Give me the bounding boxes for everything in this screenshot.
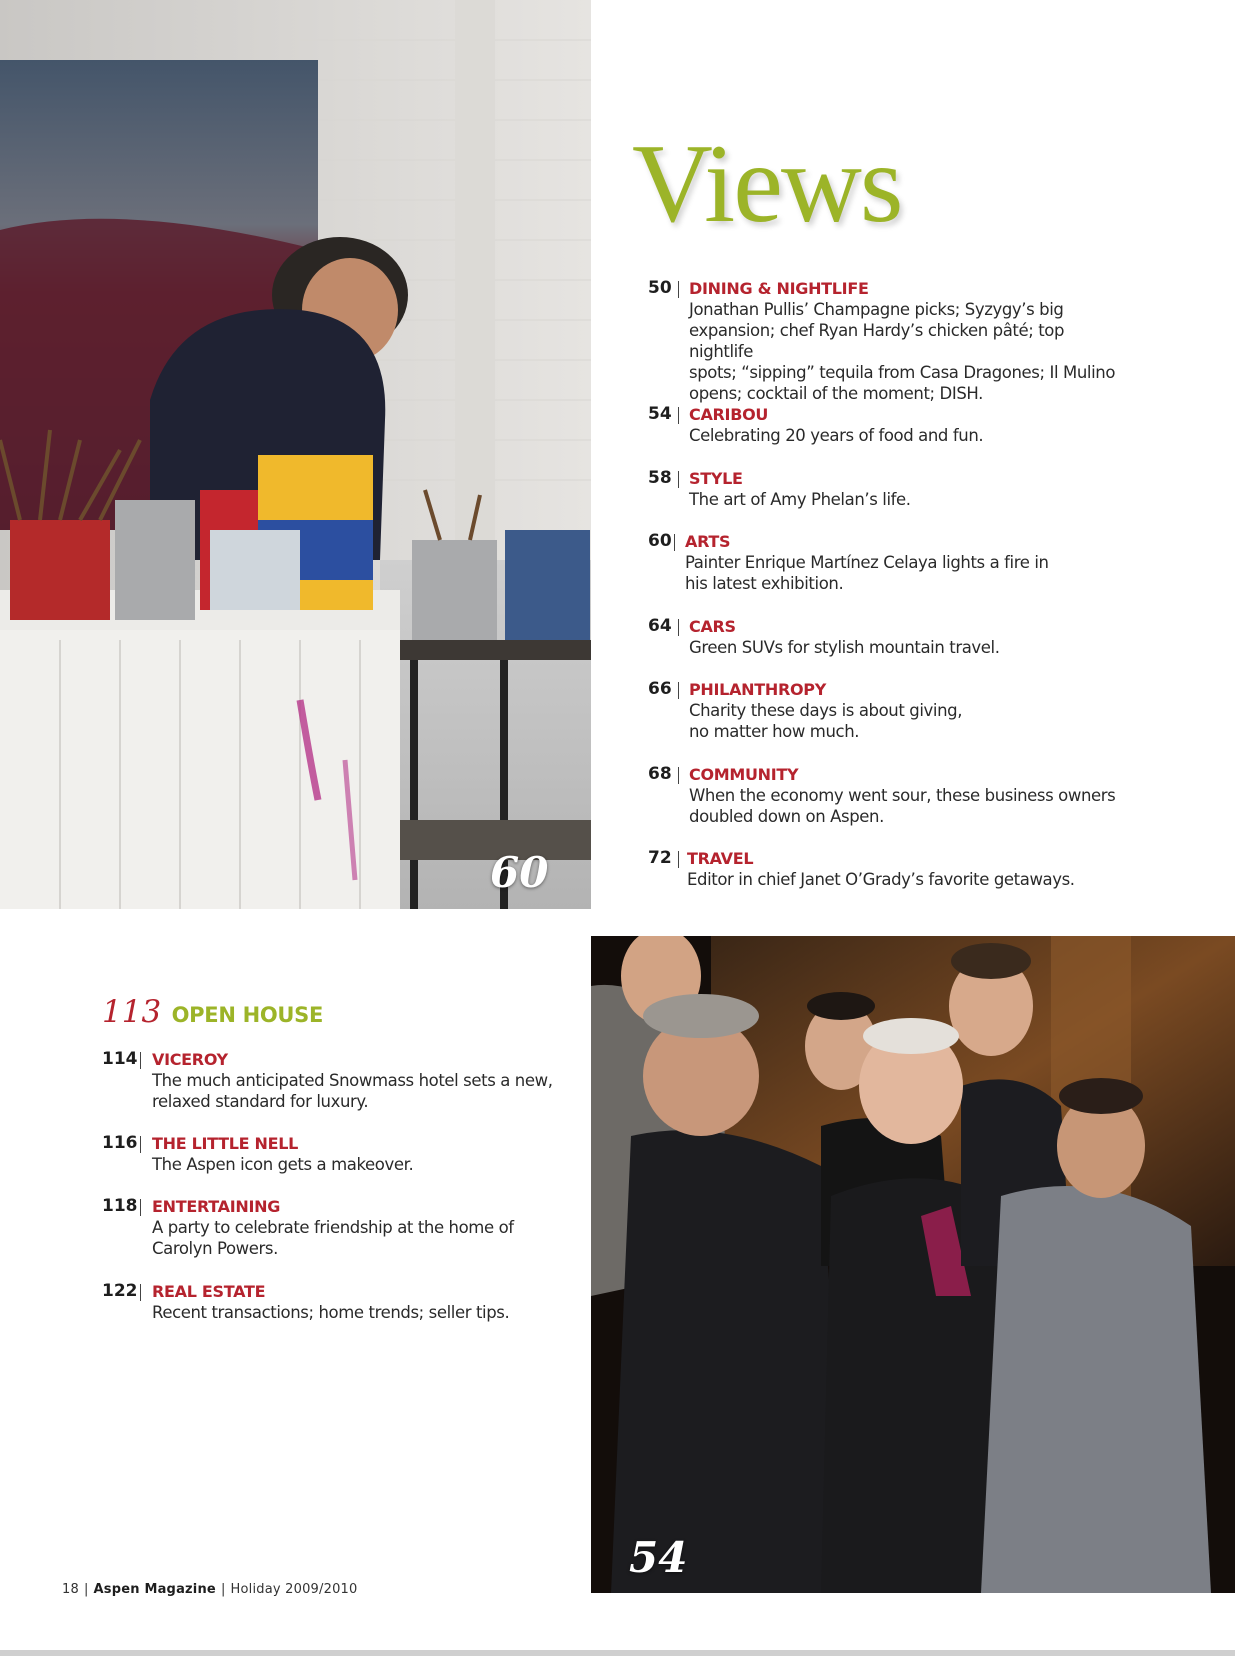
open-house-title: OPEN HOUSE bbox=[171, 1003, 324, 1027]
open-house-contents-list bbox=[102, 1049, 572, 1329]
toc-page-number: 118 bbox=[102, 1196, 138, 1216]
toc-page-number: 122 bbox=[102, 1281, 138, 1301]
toc-entry-body bbox=[689, 764, 1119, 827]
toc-page-number: 60 bbox=[648, 531, 672, 551]
toc-divider bbox=[678, 619, 679, 636]
toc-entry-body bbox=[152, 1133, 572, 1175]
toc-category: VICEROY bbox=[152, 1050, 228, 1069]
toc-page-number: 50 bbox=[648, 278, 672, 298]
toc-description: The much anticipated Snowmass hotel sets a new, relaxed standard for luxury. bbox=[152, 1071, 553, 1111]
toc-category: CARS bbox=[689, 617, 736, 636]
photo-page-number: 54 bbox=[629, 1533, 688, 1582]
toc-entry-body bbox=[152, 1281, 572, 1323]
toc-category: ARTS bbox=[685, 532, 731, 551]
toc-divider bbox=[678, 767, 679, 784]
toc-page-number: 64 bbox=[648, 616, 672, 636]
page-bottom-edge bbox=[0, 1650, 1235, 1656]
toc-description: When the economy went sour, these business owners doubled down on Aspen. bbox=[689, 786, 1116, 826]
toc-divider bbox=[140, 1284, 141, 1301]
footer-page-number: 18 bbox=[62, 1582, 79, 1597]
toc-divider bbox=[678, 281, 679, 298]
toc-divider bbox=[678, 471, 679, 488]
toc-category: DINING & NIGHTLIFE bbox=[689, 279, 869, 298]
toc-category: TRAVEL bbox=[687, 849, 754, 868]
views-contents-list bbox=[648, 278, 1118, 898]
toc-category: PHILANTHROPY bbox=[689, 680, 826, 699]
toc-page-number: 66 bbox=[648, 679, 672, 699]
footer-separator: | bbox=[83, 1582, 89, 1597]
toc-description: A party to celebrate friendship at the home of Carolyn Powers. bbox=[152, 1218, 514, 1258]
section-title: Views bbox=[632, 122, 902, 246]
toc-divider bbox=[678, 851, 679, 868]
toc-entry-body bbox=[689, 404, 1119, 446]
toc-category: COMMUNITY bbox=[689, 765, 799, 784]
toc-category: THE LITTLE NELL bbox=[152, 1134, 299, 1153]
open-house-header bbox=[102, 994, 323, 1030]
group-portrait-illustration bbox=[591, 936, 1235, 1593]
toc-entry-body bbox=[689, 679, 1119, 742]
toc-entry-body bbox=[152, 1049, 572, 1112]
painter-studio-photo bbox=[0, 0, 591, 909]
toc-divider bbox=[140, 1052, 141, 1069]
toc-description: Editor in chief Janet O’Grady’s favorite getaways. bbox=[687, 870, 1075, 889]
toc-description: Jonathan Pullis’ Champagne picks; Syzygy’s big expansion; chef Ryan Hardy’s chicken pâté; top nightlife spots; “sipping” tequila from Casa Dragones; Il Mulino opens; cocktail of the moment; DISH. bbox=[689, 300, 1116, 403]
toc-description: Celebrating 20 years of food and fun. bbox=[689, 426, 984, 445]
toc-category: REAL ESTATE bbox=[152, 1282, 266, 1301]
toc-entry-body bbox=[689, 616, 1119, 658]
toc-page-number: 54 bbox=[648, 404, 672, 424]
toc-entry-body bbox=[689, 468, 1119, 510]
toc-entry-body bbox=[689, 278, 1119, 404]
toc-divider bbox=[140, 1199, 141, 1216]
photo-page-number: 60 bbox=[490, 848, 549, 897]
toc-divider bbox=[140, 1136, 141, 1153]
toc-description: Charity these days is about giving, no matter how much. bbox=[689, 701, 963, 741]
toc-category: ENTERTAINING bbox=[152, 1197, 281, 1216]
caribou-group-photo bbox=[591, 936, 1235, 1593]
painter-studio-illustration bbox=[0, 0, 591, 909]
toc-page-number: 114 bbox=[102, 1049, 138, 1069]
toc-description: Painter Enrique Martínez Celaya lights a fire in his latest exhibition. bbox=[685, 553, 1049, 593]
toc-page-number: 72 bbox=[648, 848, 672, 868]
toc-description: The Aspen icon gets a makeover. bbox=[152, 1155, 414, 1174]
toc-category: STYLE bbox=[689, 469, 743, 488]
toc-description: Green SUVs for stylish mountain travel. bbox=[689, 638, 1000, 657]
toc-divider bbox=[678, 407, 679, 424]
toc-page-number: 68 bbox=[648, 764, 672, 784]
toc-entry-body bbox=[687, 848, 1117, 890]
toc-page-number: 116 bbox=[102, 1133, 138, 1153]
toc-entry-body bbox=[152, 1196, 572, 1259]
toc-description: Recent transactions; home trends; seller tips. bbox=[152, 1303, 510, 1322]
footer-magazine-name: Aspen Magazine bbox=[93, 1582, 216, 1597]
page-footer bbox=[62, 1582, 357, 1597]
toc-description: The art of Amy Phelan’s life. bbox=[689, 490, 911, 509]
footer-issue: Holiday 2009/2010 bbox=[230, 1582, 358, 1597]
footer-separator: | bbox=[220, 1582, 226, 1597]
toc-entry-body bbox=[685, 531, 1115, 594]
toc-divider bbox=[678, 682, 679, 699]
toc-category: CARIBOU bbox=[689, 405, 769, 424]
toc-page-number: 58 bbox=[648, 468, 672, 488]
open-house-page-number: 113 bbox=[102, 994, 162, 1030]
toc-divider bbox=[674, 534, 675, 551]
